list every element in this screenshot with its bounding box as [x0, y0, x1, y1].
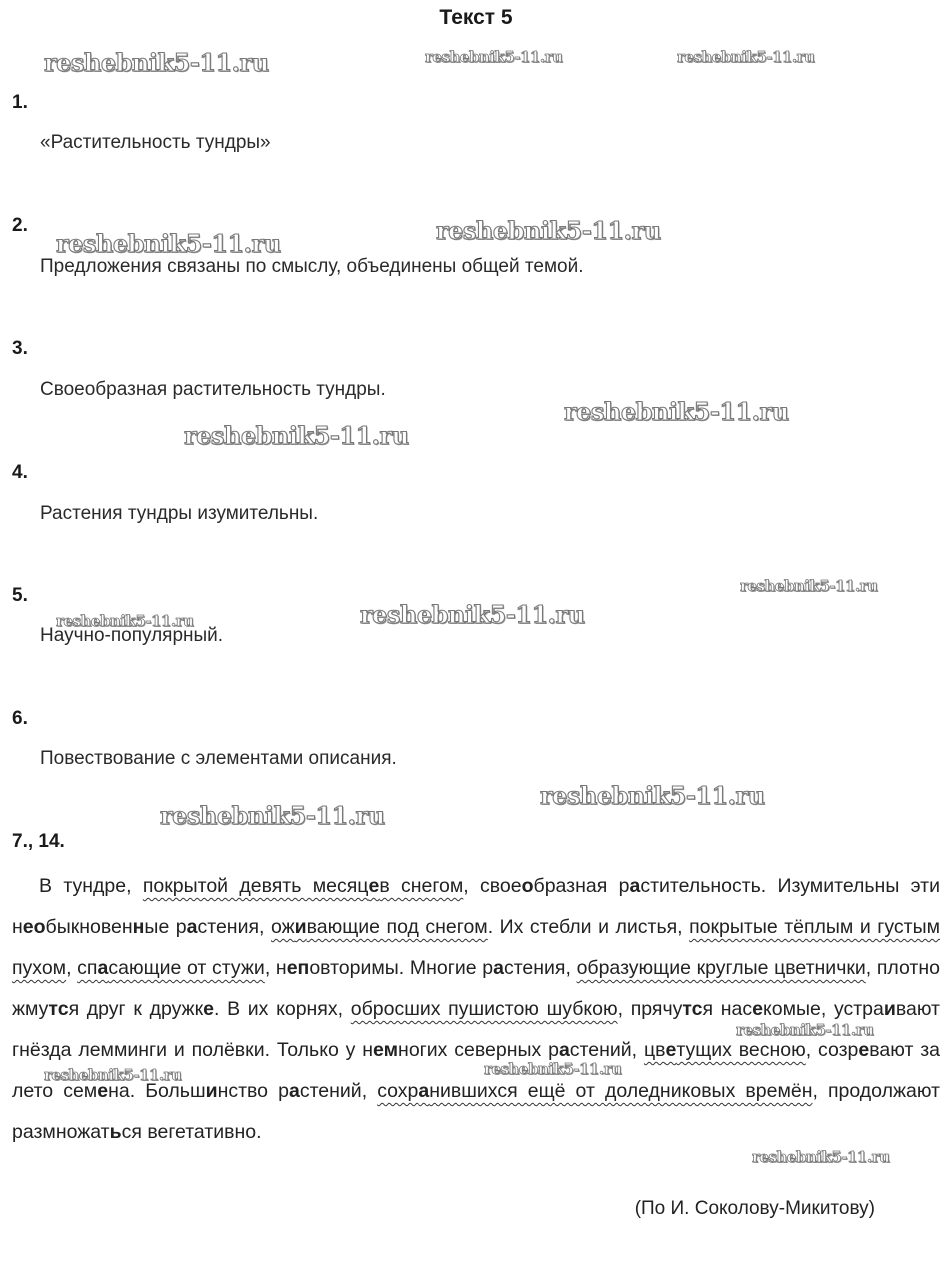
highlighted-letter: а	[629, 875, 641, 897]
highlighted-letter: а	[186, 916, 198, 938]
participle-phrase: в снегом	[379, 875, 464, 897]
passage-text: , свое	[463, 875, 522, 897]
highlighted-letter: тс	[48, 998, 69, 1020]
passage-text: ся вегетативно.	[121, 1121, 262, 1143]
participle-phrase: покрытой девять месяц	[142, 875, 369, 897]
participle-phrase: образующие круглые цветнички	[576, 957, 866, 979]
passage-text: быкновен	[45, 916, 133, 938]
answer-number-4: 4.	[12, 462, 28, 483]
highlighted-letter: а	[558, 1039, 570, 1061]
passage-text: я друг к дружк	[68, 998, 204, 1020]
participle-phrase: тущих весною	[676, 1039, 806, 1061]
passage-text: . В их корнях,	[213, 998, 351, 1020]
highlighted-letter: е	[752, 998, 763, 1020]
author-attribution: (По И. Соколову-Микитову)	[634, 1198, 875, 1219]
passage-text: вают за лето сем	[12, 1039, 941, 1102]
answer-text-3: Своеобразная растительность тундры.	[40, 379, 386, 400]
watermark-logo: reshebnik5-11.ru	[436, 216, 661, 245]
participle-phrase: сохр	[377, 1080, 419, 1102]
passage-text: , н	[264, 957, 287, 979]
highlighted-letter: н	[132, 916, 145, 938]
passage-text: . Их стебли и листья,	[487, 916, 690, 938]
highlighted-letter: и	[205, 1080, 218, 1102]
answer-number-7-14: 7., 14.	[12, 831, 65, 852]
passage-text: стения,	[503, 957, 577, 979]
highlighted-letter: еп	[286, 957, 310, 979]
passage-text: вают гнёзда лемминги и полёвки. Только у н	[12, 998, 940, 1061]
participle-phrase: нившихся ещё от доледниковых времён	[429, 1080, 813, 1102]
answer-text-6: Повествование с элементами описания.	[40, 748, 397, 769]
answer-number-6: 6.	[12, 708, 28, 729]
passage-text: нство р	[217, 1080, 289, 1102]
participle-phrase: сающие от стужи	[108, 957, 265, 979]
passage-text: стений,	[299, 1080, 378, 1102]
highlighted-letter: е	[858, 1039, 870, 1061]
participle-phrase: покрытые тёплым и густым пухом	[12, 916, 940, 979]
passage-text: овторимы. Многие р	[309, 957, 494, 979]
passage-text: на. Больш	[108, 1080, 206, 1102]
passage-text: , прячу	[617, 998, 683, 1020]
passage-text: ые р	[144, 916, 187, 938]
answer-text-2: Предложения связаны по смыслу, объединены общей темой.	[40, 256, 584, 277]
participle-phrase: цв	[643, 1039, 666, 1061]
watermark-logo: reshebnik5-11.ru	[44, 1066, 182, 1084]
highlighted-letter: и	[883, 998, 896, 1020]
watermark-logo: reshebnik5-11.ru	[752, 1148, 890, 1166]
highlighted-letter: ь	[109, 1121, 122, 1143]
passage-text: я нас	[702, 998, 753, 1020]
highlighted-letter: е	[665, 1039, 677, 1061]
participle-phrase: ож	[270, 916, 295, 938]
participle-phrase: сп	[77, 957, 98, 979]
watermark-logo: reshebnik5-11.ru	[360, 600, 585, 629]
watermark-logo: reshebnik5-11.ru	[56, 229, 281, 258]
highlighted-letter: е	[203, 998, 214, 1020]
passage-text: , созр	[805, 1039, 859, 1061]
passage-text: , продолжают размножат	[12, 1080, 940, 1143]
answer-number-3: 3.	[12, 338, 28, 359]
text-passage	[12, 866, 940, 1153]
watermark-logo: reshebnik5-11.ru	[740, 577, 878, 595]
watermark-logo: reshebnik5-11.ru	[44, 48, 269, 77]
watermark-logo: reshebnik5-11.ru	[56, 612, 194, 630]
highlighted-letter: ем	[373, 1039, 399, 1061]
passage-text: стительность. Изумительны эти н	[12, 875, 941, 938]
watermark-logo: reshebnik5-11.ru	[736, 1021, 874, 1039]
passage-text: стения,	[197, 916, 271, 938]
participle-phrase: вающие под снегом	[306, 916, 488, 938]
watermark-logo: reshebnik5-11.ru	[484, 1060, 622, 1078]
highlighted-letter: тс	[682, 998, 703, 1020]
watermark-logo: reshebnik5-11.ru	[425, 48, 563, 66]
highlighted-letter: и	[294, 916, 307, 938]
highlighted-letter: а	[418, 1080, 430, 1102]
watermark-logo: reshebnik5-11.ru	[564, 397, 789, 426]
passage-text: ногих северных р	[398, 1039, 559, 1061]
highlighted-letter: ео	[22, 916, 46, 938]
answer-number-1: 1.	[12, 92, 28, 113]
answer-text-1: «Растительность тундры»	[40, 132, 271, 153]
passage-text: комые, устра	[763, 998, 884, 1020]
watermark-logo: reshebnik5-11.ru	[540, 781, 765, 810]
highlighted-letter: е	[97, 1080, 109, 1102]
watermark-logo: reshebnik5-11.ru	[677, 48, 815, 66]
page-title: Текст 5	[439, 6, 513, 29]
highlighted-letter: а	[97, 957, 109, 979]
highlighted-letter: а	[493, 957, 504, 979]
answer-number-2: 2.	[12, 215, 28, 236]
answer-text-4: Растения тундры изумительны.	[40, 503, 319, 524]
watermark-logo: reshebnik5-11.ru	[184, 421, 409, 450]
answer-text-5: Научно-популярный.	[40, 625, 224, 646]
passage-text: , плотно жму	[12, 957, 940, 1020]
watermark-logo: reshebnik5-11.ru	[160, 801, 385, 830]
passage-text: бразная р	[533, 875, 630, 897]
highlighted-letter: о	[521, 875, 534, 897]
passage-text: стений,	[569, 1039, 644, 1061]
answer-number-5: 5.	[12, 585, 28, 606]
passage-text: ,	[66, 957, 78, 979]
passage-text: В тундре,	[39, 875, 143, 897]
participle-phrase: обросших пушистою шубкою	[350, 998, 618, 1020]
highlighted-letter: е	[368, 875, 380, 897]
highlighted-letter: а	[288, 1080, 300, 1102]
